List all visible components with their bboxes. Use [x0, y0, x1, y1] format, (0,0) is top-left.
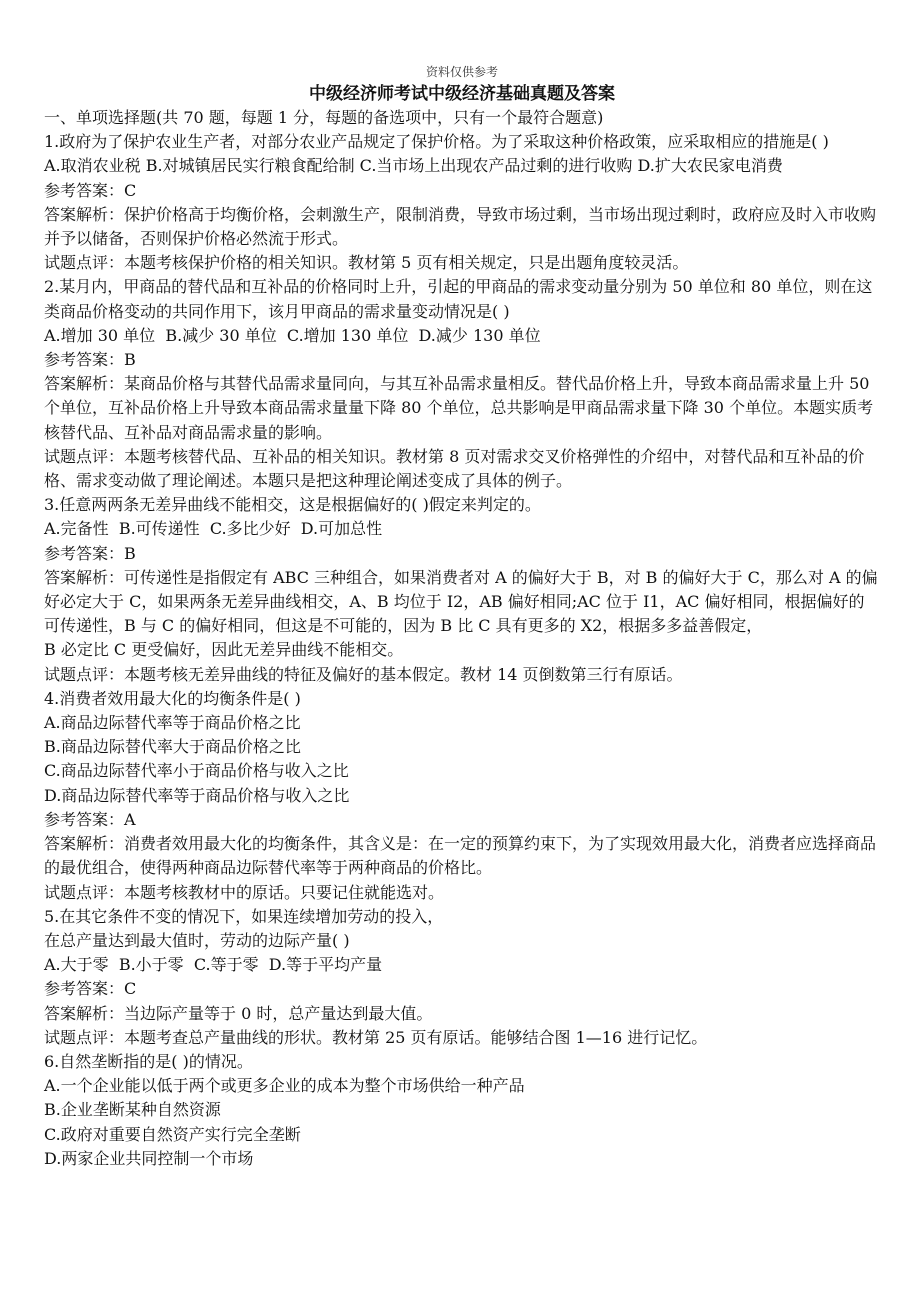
question-5-stem-continued: 在总产量达到最大值时，劳动的边际产量( ): [44, 930, 350, 950]
question-5-analysis: 答案解析：当边际产量等于 0 时，总产量达到最大值。: [44, 1003, 433, 1023]
question-4-option-b: B.商品边际替代率大于商品价格之比: [44, 737, 301, 757]
document-title: 中级经济师考试中级经济基础真题及答案: [309, 84, 615, 104]
question-6-option-c: C.政府对重要自然资产实行完全垄断: [44, 1124, 301, 1144]
question-2-comment: 试题点评：本题考核替代品、互补品的相关知识。教材第 8 页对需求交叉价格弹性的介绍中，对替代品和互补品的价格、需求变动做了理论阐述。本题只是把这种理论阐述变成了具体的例子。: [44, 446, 865, 491]
question-1-comment: 试题点评：本题考核保护价格的相关知识。教材第 5 页有相关规定，只是出题角度较灵活。: [44, 253, 689, 273]
question-3-analysis: 答案解析：可传递性是指假定有 ABC 三种组合，如果消费者对 A 的偏好大于 B，对 B 的偏好大于 C，那么对 A 的偏好必定大于 C，如果两条无差异曲线相交，A、B 均位于 I2，AB 偏好相同;AC 位于 I1，AC 偏好相同，根据偏好的可传递性，B 与 C 的偏好相同，但这是不可能的，因为 B 比 C 具有更多的 X2，根据多多益善假定，: [44, 567, 878, 636]
question-4-comment: 试题点评：本题考核教材中的原话。只要记住就能选对。: [44, 882, 445, 902]
question-5-options: A.大于零 B.小于零 C.等于零 D.等于平均产量: [44, 955, 383, 975]
question-6-stem: 6.自然垄断指的是( )的情况。: [44, 1051, 253, 1071]
question-2-answer: 参考答案：B: [44, 350, 136, 370]
question-3-comment: 试题点评：本题考核无差异曲线的特征及偏好的基本假定。教材 14 页倒数第三行有原话。: [44, 664, 683, 684]
question-3-analysis-continued: B 必定比 C 更受偏好，因此无差异曲线不能相交。: [44, 640, 404, 660]
question-3-stem: 3.任意两两条无差异曲线不能相交，这是根据偏好的( )假定来判定的。: [44, 495, 541, 515]
question-6-option-d: D.两家企业共同控制一个市场: [44, 1148, 254, 1168]
header-note: 资料仅供参考: [425, 65, 498, 79]
question-4-option-c: C.商品边际替代率小于商品价格与收入之比: [44, 761, 349, 781]
question-5-comment: 试题点评：本题考查总产量曲线的形状。教材第 25 页有原话。能够结合图 1—16 进行记忆。: [44, 1027, 708, 1047]
question-4-stem: 4.消费者效用最大化的均衡条件是( ): [44, 688, 301, 708]
question-1-analysis: 答案解析：保护价格高于均衡价格，会刺激生产，限制消费，导致市场过剩，当市场出现过剩时，政府应及时入市收购并予以储备，否则保护价格必然流于形式。: [44, 204, 877, 249]
question-4-answer: 参考答案：A: [44, 809, 136, 829]
question-5-answer: 参考答案：C: [44, 979, 137, 999]
question-5-stem: 5.在其它条件不变的情况下，如果连续增加劳动的投入，: [44, 906, 444, 926]
question-2-stem: 2.某月内，甲商品的替代品和互补品的价格同时上升，引起的甲商品的需求变动量分别为 50 单位和 80 单位，则在这类商品价格变动的共同作用下，该月甲商品的需求量变动情况是( ): [44, 277, 873, 321]
question-1-options: A.取消农业税 B.对城镇居民实行粮食配给制 C.当市场上出现农产品过剩的进行收购 D.扩大农民家电消费: [44, 156, 783, 176]
question-4-analysis: 答案解析：消费者效用最大化的均衡条件，其含义是：在一定的预算约束下，为了实现效用最大化，消费者应选择商品的最优组合，使得两种商品边际替代率等于两种商品的价格比。: [44, 834, 877, 878]
question-6-option-b: B.企业垄断某种自然资源: [44, 1100, 221, 1120]
question-1-stem: 1.政府为了保护农业生产者，对部分农业产品规定了保护价格。为了采取这种价格政策，应采取相应的措施是( ): [44, 132, 829, 152]
question-3-answer: 参考答案：B: [44, 543, 136, 563]
question-1-answer: 参考答案：C: [44, 180, 137, 200]
question-6-option-a: A.一个企业能以低于两个或更多企业的成本为整个市场供给一种产品: [44, 1076, 525, 1096]
question-2-analysis: 答案解析：某商品价格与其替代品需求量同向，与其互补品需求量相反。替代品价格上升，导致本商品需求量上升 50 个单位，互补品价格上升导致本商品需求量量下降 80 个单位，总共影响是甲商品需求量下降 30 个单位。本题实质考核替代品、互补品对商品需求量的影响。: [44, 374, 875, 442]
document-page: [44, 62, 880, 1171]
question-4-option-a: A.商品边际替代率等于商品价格之比: [44, 713, 301, 733]
section-heading: 一、单项选择题(共 70 题，每题 1 分，每题的备选项中，只有一个最符合题意): [44, 108, 604, 127]
question-3-options: A.完备性 B.可传递性 C.多比少好 D.可加总性: [44, 519, 383, 539]
question-2-options: A.增加 30 单位 B.减少 30 单位 C.增加 130 单位 D.减少 130 单位: [44, 325, 541, 345]
question-4-option-d: D.商品边际替代率等于商品价格与收入之比: [44, 785, 350, 805]
